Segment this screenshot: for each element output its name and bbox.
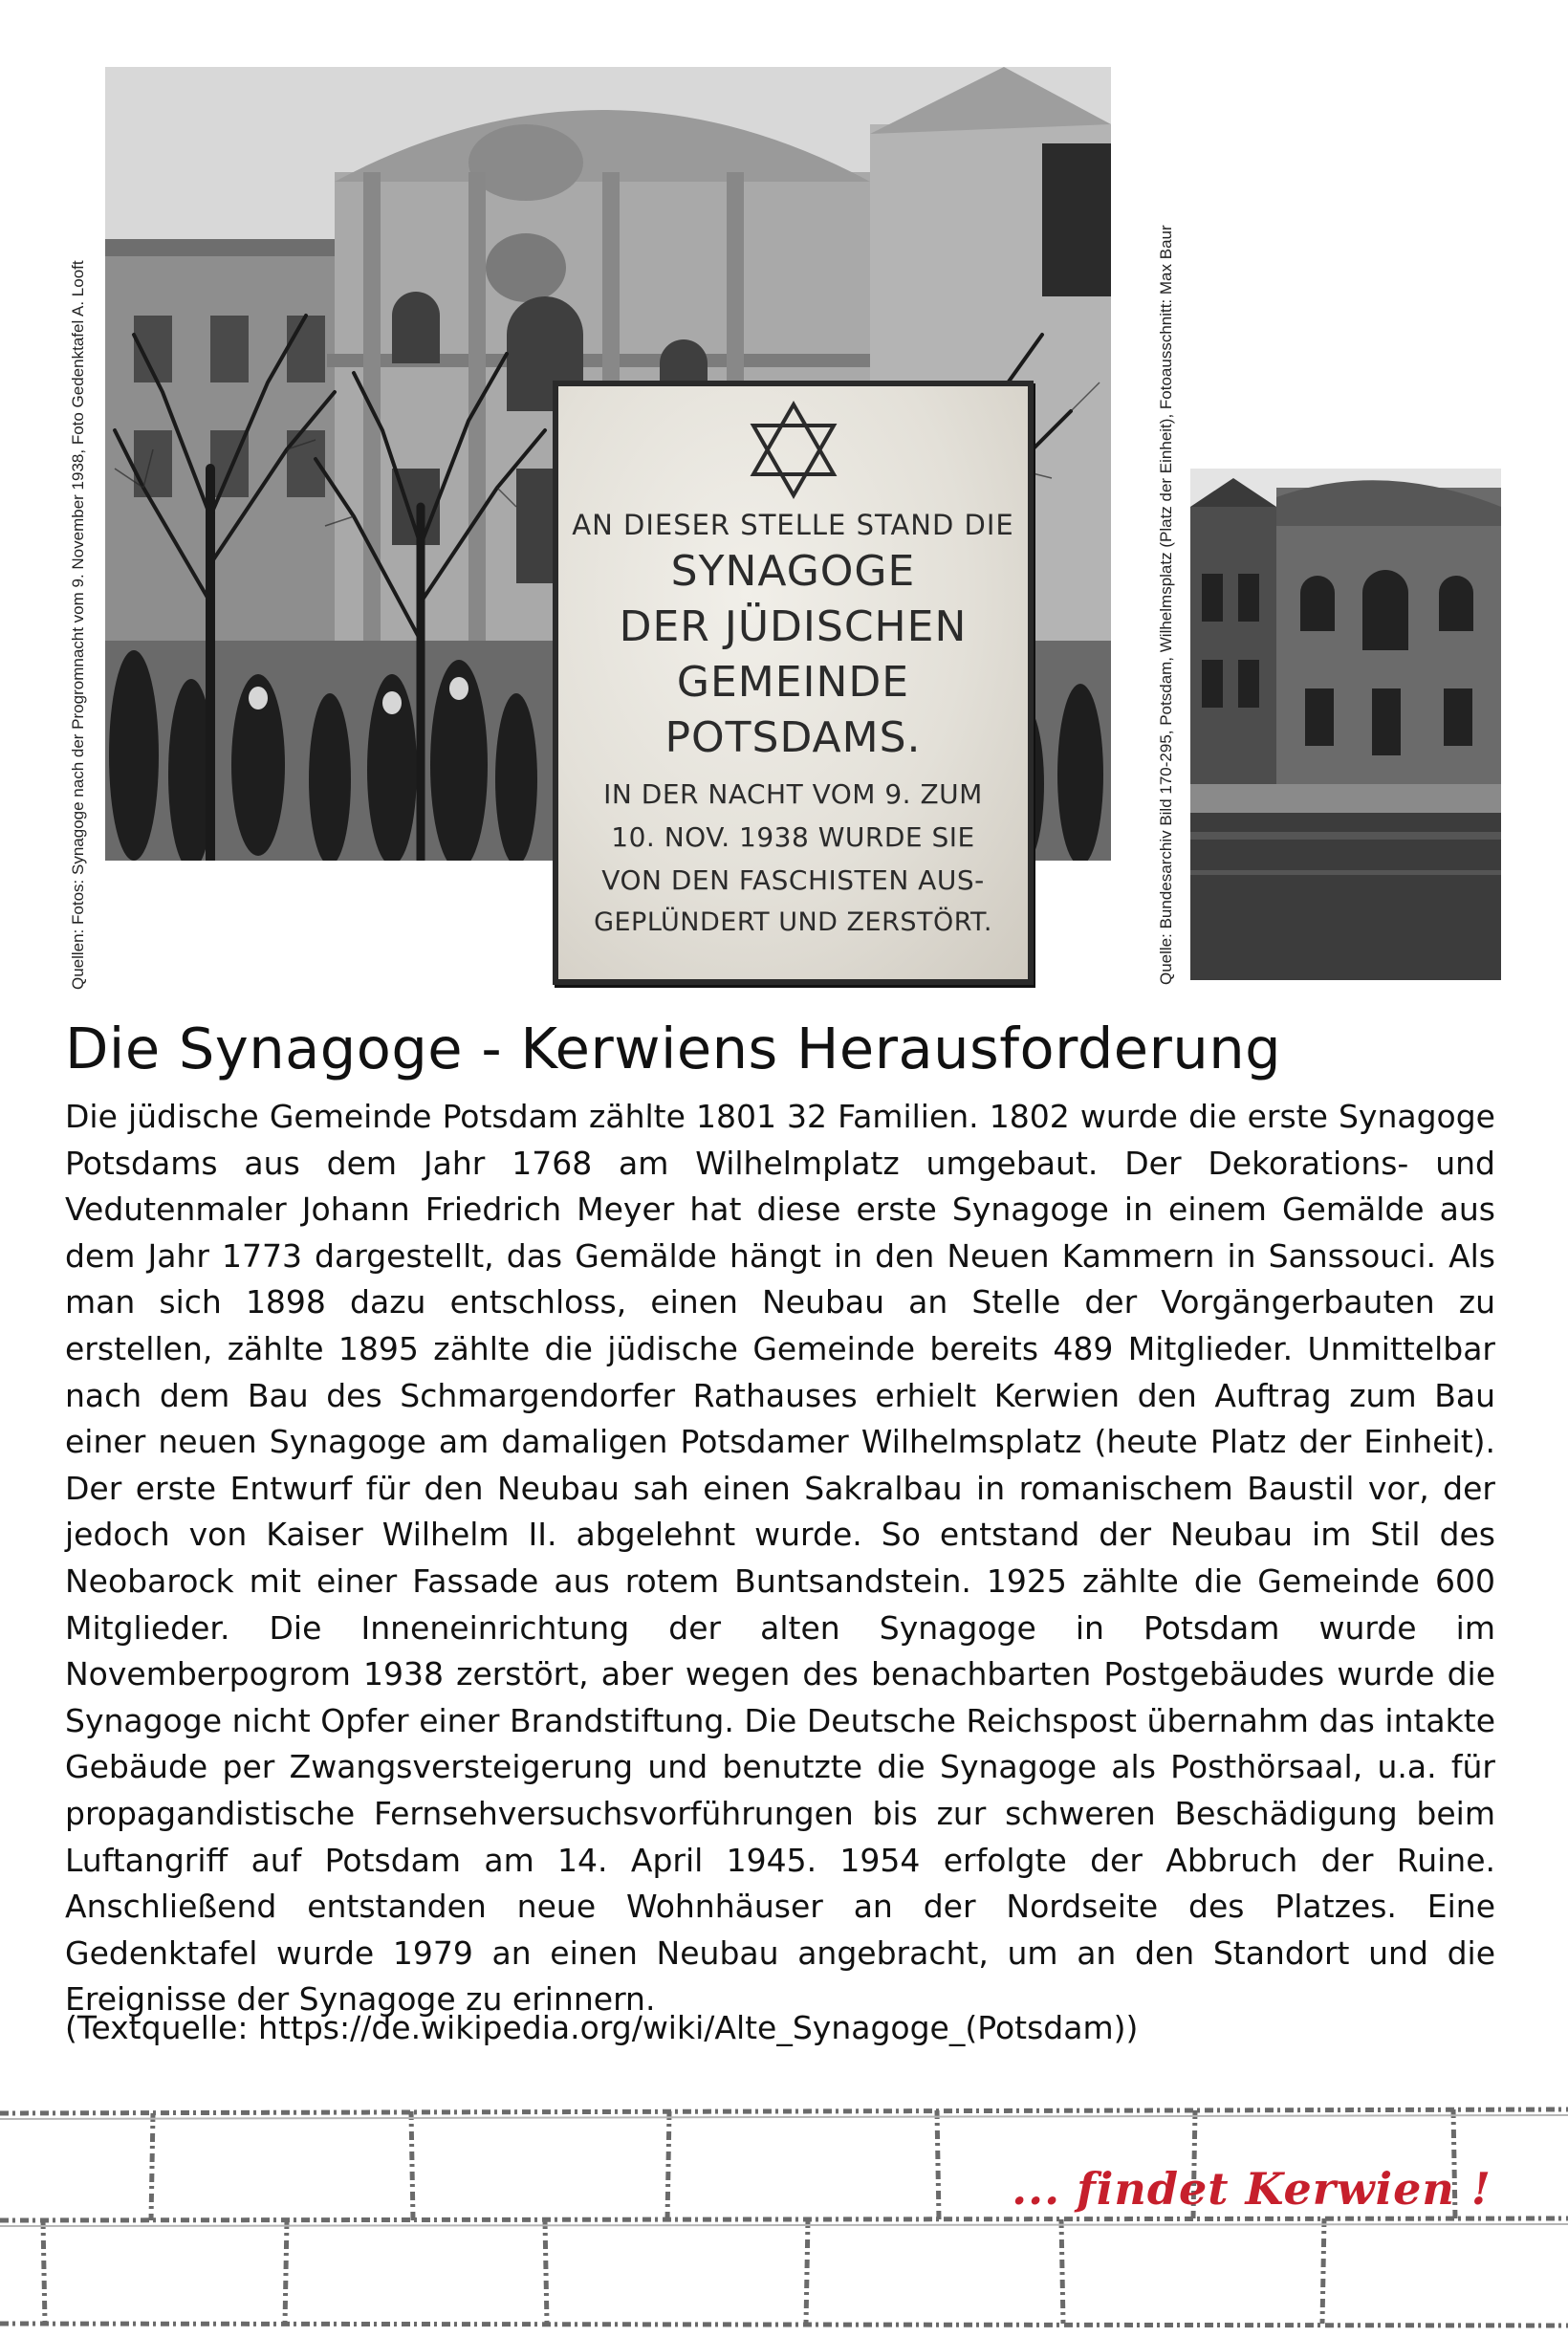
star-of-david-icon bbox=[746, 400, 841, 500]
brick-wall-footer bbox=[0, 2096, 1568, 2333]
photo-caption-right: Quelle: Bundesarchiv Bild 170-295, Potsdam, Wilhelmsplatz (Platz der Einheit), Fotoausschnitt: Max Baur bbox=[1157, 225, 1175, 985]
wilhelmsplatz-photo bbox=[1190, 469, 1501, 980]
plaque-line-2: SYNAGOGE bbox=[670, 547, 916, 596]
slogan: ... findet Kerwien ! bbox=[1012, 2163, 1492, 2215]
wilhelmsplatz-photo-drawing bbox=[1190, 469, 1501, 980]
plaque-line-1: AN DIESER STELLE STAND DIE bbox=[572, 509, 1014, 541]
memorial-plaque bbox=[553, 381, 1034, 985]
plaque-line-6: IN DER NACHT VOM 9. ZUM bbox=[603, 778, 983, 810]
photo-caption-left: Quellen: Fotos: Synagoge nach der Progromnacht vom 9. November 1938, Foto Gedenktafel A. Looft bbox=[69, 260, 87, 990]
body-text: Die jüdische Gemeinde Potsdam zählte 1801 32 Familien. 1802 wurde die erste Synagoge Potsdams aus dem Jahr 1768 am Wilhelmplatz umgebaut. Der Dekorations- und Vedutenmaler Johann Friedrich Meyer hat diese erste Synagoge in einem Gemälde aus dem Jahr 1773 dargestellt, das Gemälde hängt in den Neuen Kammern in Sanssouci. Als man sich 1898 dazu entschloss, einen Neubau an Stelle der Vorgängerbauten zu erstellen, zählte 1895 zählte die jüdische Gemeinde bereits 489 Mitglieder. Unmittelbar nach dem Bau des Schmargendorfer Rathauses erhielt Kerwien den Auftrag zum Bau einer neuen Synagoge am damaligen Potsdamer Wilhelmsplatz (heute Platz der Einheit). Der erste Entwurf für den Neubau sah einen Sakralbau in romanischem Baustil vor, der jedoch von Kaiser Wilhelm II. abgelehnt wurde. So entstand der Neubau im Stil des Neobarock mit einer Fassade aus rotem Buntsandstein. 1925 zählte die Gemeinde 600 Mitglieder. Die Inneneinrichtung der alten Synagoge in Potsdam wurde im Novemberpogrom 1938 zerstört, aber wegen des benachbarten Postgebäudes wurde die Synagoge nicht Opfer einer Brandstiftung. Die Deutsche Reichspost übernahm das intakte Gebäude per Zwangsversteigerung und benutzte die Synagoge als Posthörsaal, u.a. für propagandistische Fernsehversuchsvorführungen bis zur schweren Beschädigung beim Luftangriff auf Potsdam am 14. April 1945. 1954 erfolgte der Abbruch der Ruine. Anschließend entstanden neue Wohnhäuser an der Nordseite des Platzes. Eine Gedenktafel wurde 1979 an einen Neubau angebracht, um an den Standort und die Ereignisse der Synagoge zu erinnern. bbox=[65, 1098, 1495, 2019]
page-title: Die Synagoge - Kerwiens Herausforderung bbox=[65, 1016, 1282, 1081]
plaque-line-3: DER JÜDISCHEN bbox=[619, 602, 968, 651]
plaque-line-4: GEMEINDE bbox=[676, 658, 910, 707]
plaque-line-8: VON DEN FASCHISTEN AUS- bbox=[601, 864, 985, 896]
plaque-line-5: POTSDAMS. bbox=[664, 713, 922, 762]
brick-wall-drawing bbox=[0, 2096, 1568, 2333]
text-source: (Textquelle: https://de.wikipedia.org/wiki/Alte_Synagoge_(Potsdam)) bbox=[65, 2009, 1139, 2046]
plaque-line-9: GEPLÜNDERT UND ZERSTÖRT. bbox=[594, 907, 992, 937]
plaque-line-7: 10. NOV. 1938 WURDE SIE bbox=[611, 821, 975, 853]
